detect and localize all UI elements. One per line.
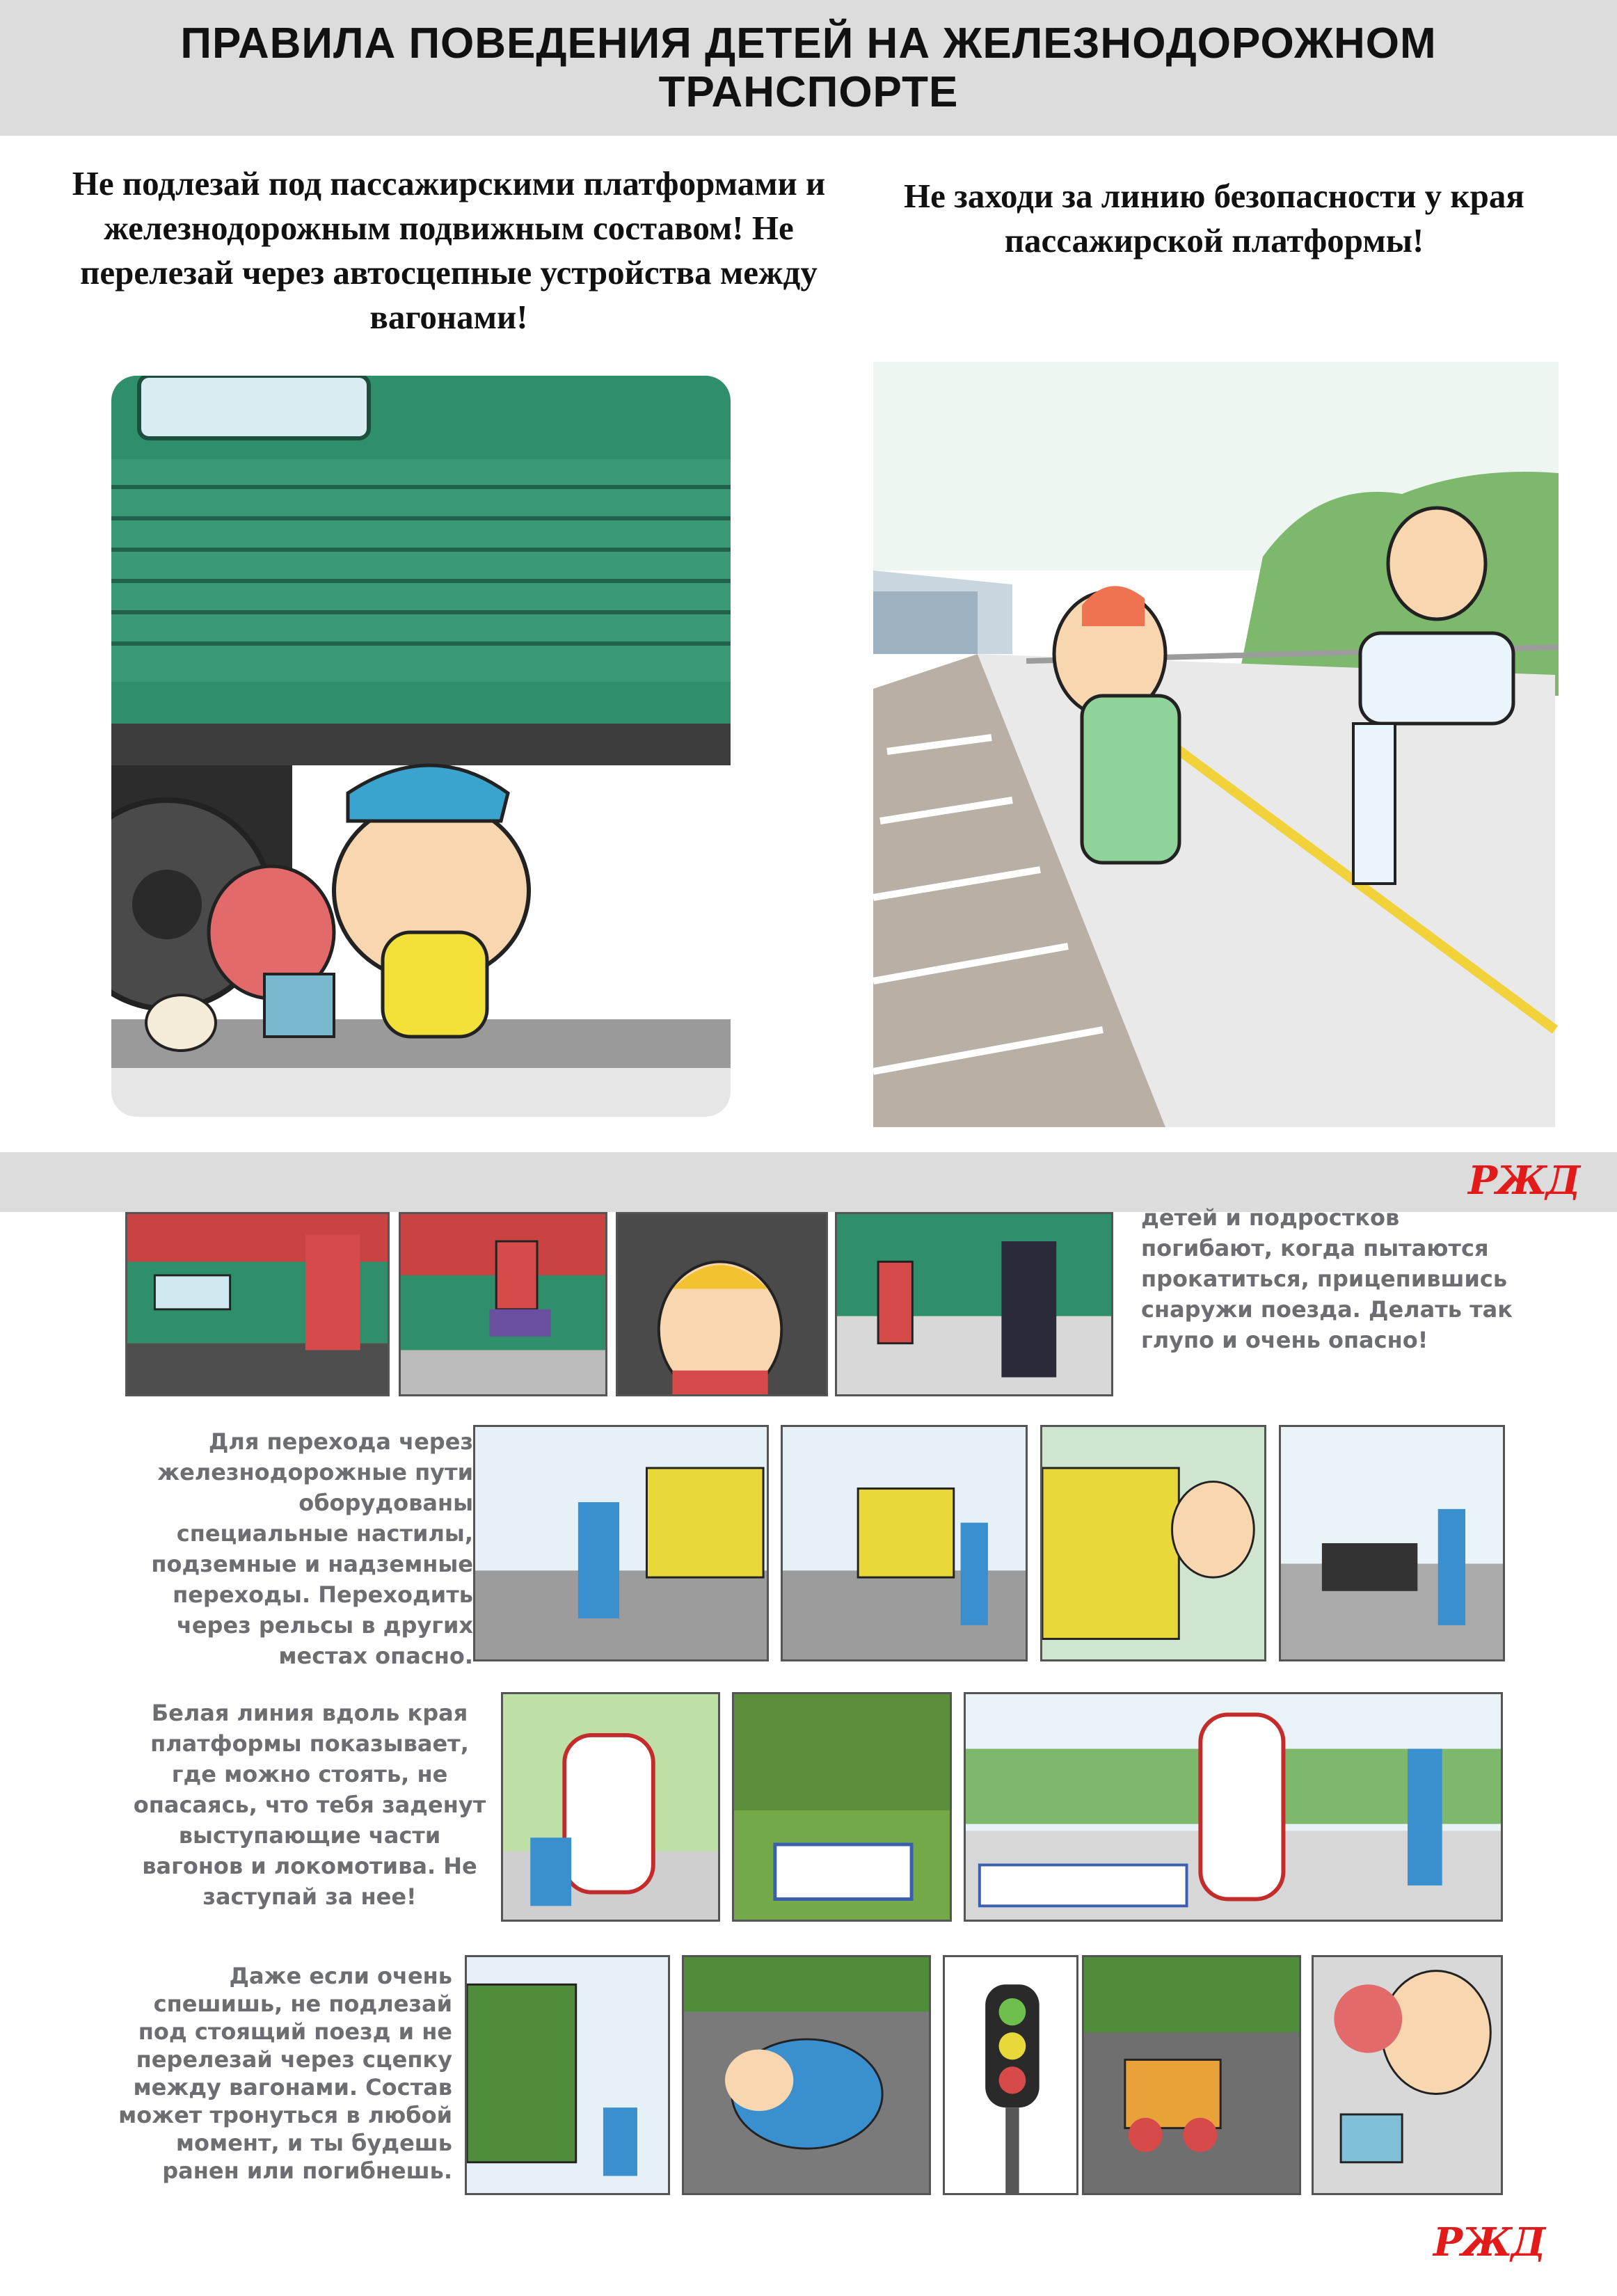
row1-caption: детей и подростков погибают, когда пытаются прокатиться, прицепившись снаружи поезда. Делать так глупо и очень опасно! — [1141, 1204, 1513, 1353]
row2-caption: Для перехода через железнодорожные пути оборудованы специальные настилы, подземные и надземные переходы. Переходить через рельсы в других местах опасно. — [151, 1428, 473, 1669]
title-band — [0, 0, 1617, 136]
illustration-kids-under-train — [111, 376, 731, 1117]
illustration-platform-edge — [873, 362, 1559, 1127]
row4-panel-crawling-child — [682, 1955, 931, 2195]
row3-caption: Белая линия вдоль края платформы показывает, где можно стоять, не опасаясь, что тебя заденут выступающие части вагонов и локомотива. Не заступай за нее! — [133, 1700, 486, 1910]
row3-panel-train-passing — [732, 1692, 952, 1922]
left-rule-caption: Не подлезай под пассажирскими платформами и железнодорожным подвижным составом! Не перелезай через автосцепные устройства между вагонами! — [72, 164, 826, 336]
row4-panel-signal — [943, 1955, 1078, 2195]
row1-panel-man-and-boy — [835, 1212, 1113, 1396]
row2-panel-underpass — [1279, 1425, 1505, 1661]
rzd-logo-top: РЖД — [1468, 1158, 1579, 1204]
row4-caption: Даже если очень спешишь, не подлезай под стоящий поезд и не перелезай через сцепку между вагонами. Состав может тронуться в любой момент, и ты будешь ранен или погибнешь. — [118, 1963, 452, 2184]
rzd-logo-bottom: РЖД — [1433, 2219, 1545, 2265]
row4-panel-toys-scattered — [1312, 1955, 1503, 2195]
row2-panel-girl-on-tracks — [473, 1425, 769, 1661]
row4-panel-toy-train — [1082, 1955, 1301, 2195]
row2-panel-train-close — [1040, 1425, 1266, 1661]
row1-panel-scared-face — [616, 1212, 828, 1396]
poster-title: ПРАВИЛА ПОВЕДЕНИЯ ДЕТЕЙ НА ЖЕЛЕЗНОДОРОЖНОМ ТРАНСПОРТЕ — [180, 19, 1437, 116]
row2-panel-train-approaching — [781, 1425, 1028, 1661]
row3-panel-spilled-bags — [964, 1692, 1503, 1922]
right-rule-caption: Не заходи за линию безопасности у края пассажирской платформы! — [904, 177, 1524, 260]
row1-panel-locomotive — [125, 1212, 390, 1396]
row3-panel-woman-and-child — [501, 1692, 720, 1922]
row4-panel-green-train — [465, 1955, 670, 2195]
row1-panel-jumping-boy — [399, 1212, 607, 1396]
